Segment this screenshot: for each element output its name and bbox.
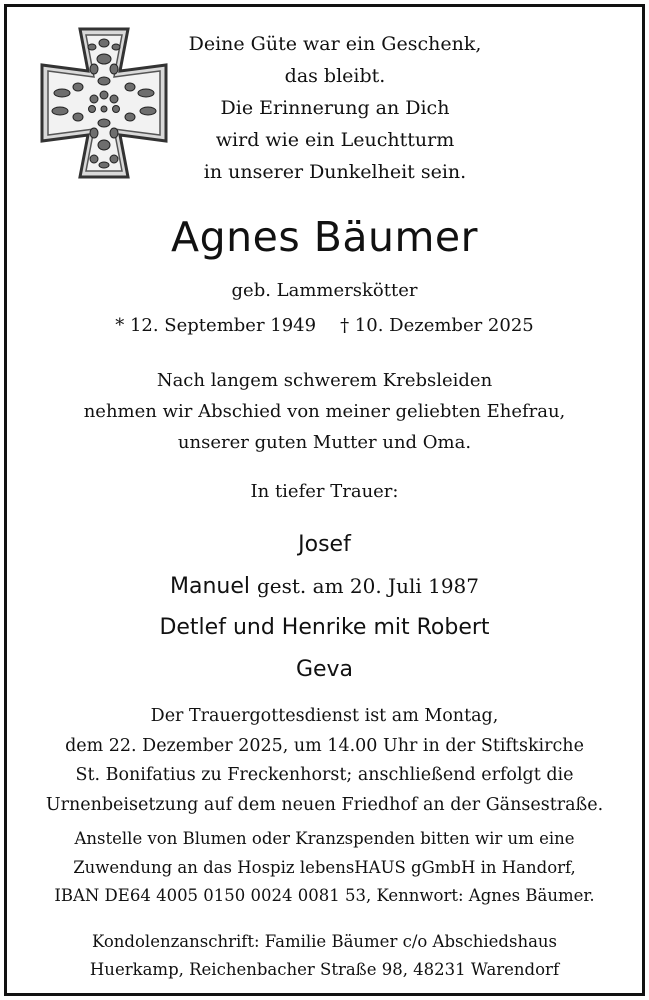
poem-line: wird wie ein Leuchtturm — [215, 129, 455, 151]
family-member-detlef: Detlef und Henrike mit Robert — [159, 615, 490, 640]
condolence-line: Huerkamp, Reichenbacher Straße 98, 48231 Warendorf — [89, 960, 560, 979]
condolence-address — [0, 928, 649, 984]
family-list — [0, 524, 649, 690]
death-date: † 10. Dezember 2025 — [340, 315, 534, 336]
maiden-name: geb. Lammerskötter — [231, 280, 418, 301]
intro-line: unserer guten Mutter und Oma. — [177, 432, 472, 453]
life-dates — [0, 313, 649, 339]
manuel-death-note: gest. am 20. Juli 1987 — [256, 573, 479, 598]
condolence-line: Kondolenzanschrift: Familie Bäumer c/o Abschiedshaus — [91, 932, 557, 951]
poem-line: in unserer Dunkelheit sein. — [203, 161, 467, 183]
family-member-manuel — [0, 566, 649, 608]
poem-line: Deine Güte war ein Geschenk, — [188, 33, 482, 55]
service-line: Urnenbeisetzung auf dem neuen Friedhof an der Gänsestraße. — [45, 794, 604, 815]
donation-info — [0, 825, 649, 911]
intro-line: Nach langem schwerem Krebsleiden — [156, 370, 493, 391]
donation-line: Anstelle von Blumen oder Kranzspenden bitten wir um eine — [74, 829, 575, 848]
family-member-josef: Josef — [298, 532, 351, 557]
service-line: Der Trauergottesdienst ist am Montag, — [150, 706, 499, 726]
manuel-name: Manuel — [169, 573, 250, 599]
mourning-heading: In tiefer Trauer: — [250, 481, 399, 502]
poem-line: Die Erinnerung an Dich — [220, 97, 450, 119]
service-line: St. Bonifatius zu Freckenhorst; anschließend erfolgt die — [75, 765, 574, 785]
birth-date: * 12. September 1949 — [115, 315, 317, 336]
donation-line: IBAN DE64 4005 0150 0024 0081 53, Kennwort: Agnes Bäumer. — [54, 886, 595, 905]
family-member-geva: Geva — [295, 656, 354, 682]
intro-line: nehmen wir Abschied von meiner geliebten Ehefrau, — [83, 401, 566, 422]
service-info — [0, 702, 649, 820]
intro-text — [0, 365, 649, 458]
donation-line: Zuwendung an das Hospiz lebensHAUS gGmbH in Handorf, — [73, 857, 576, 877]
poem-line: das bleibt. — [284, 65, 386, 87]
service-line: dem 22. Dezember 2025, um 14.00 Uhr in der Stiftskirche — [65, 735, 584, 756]
deceased-name: Agnes Bäumer — [171, 213, 478, 261]
poem — [140, 28, 530, 188]
